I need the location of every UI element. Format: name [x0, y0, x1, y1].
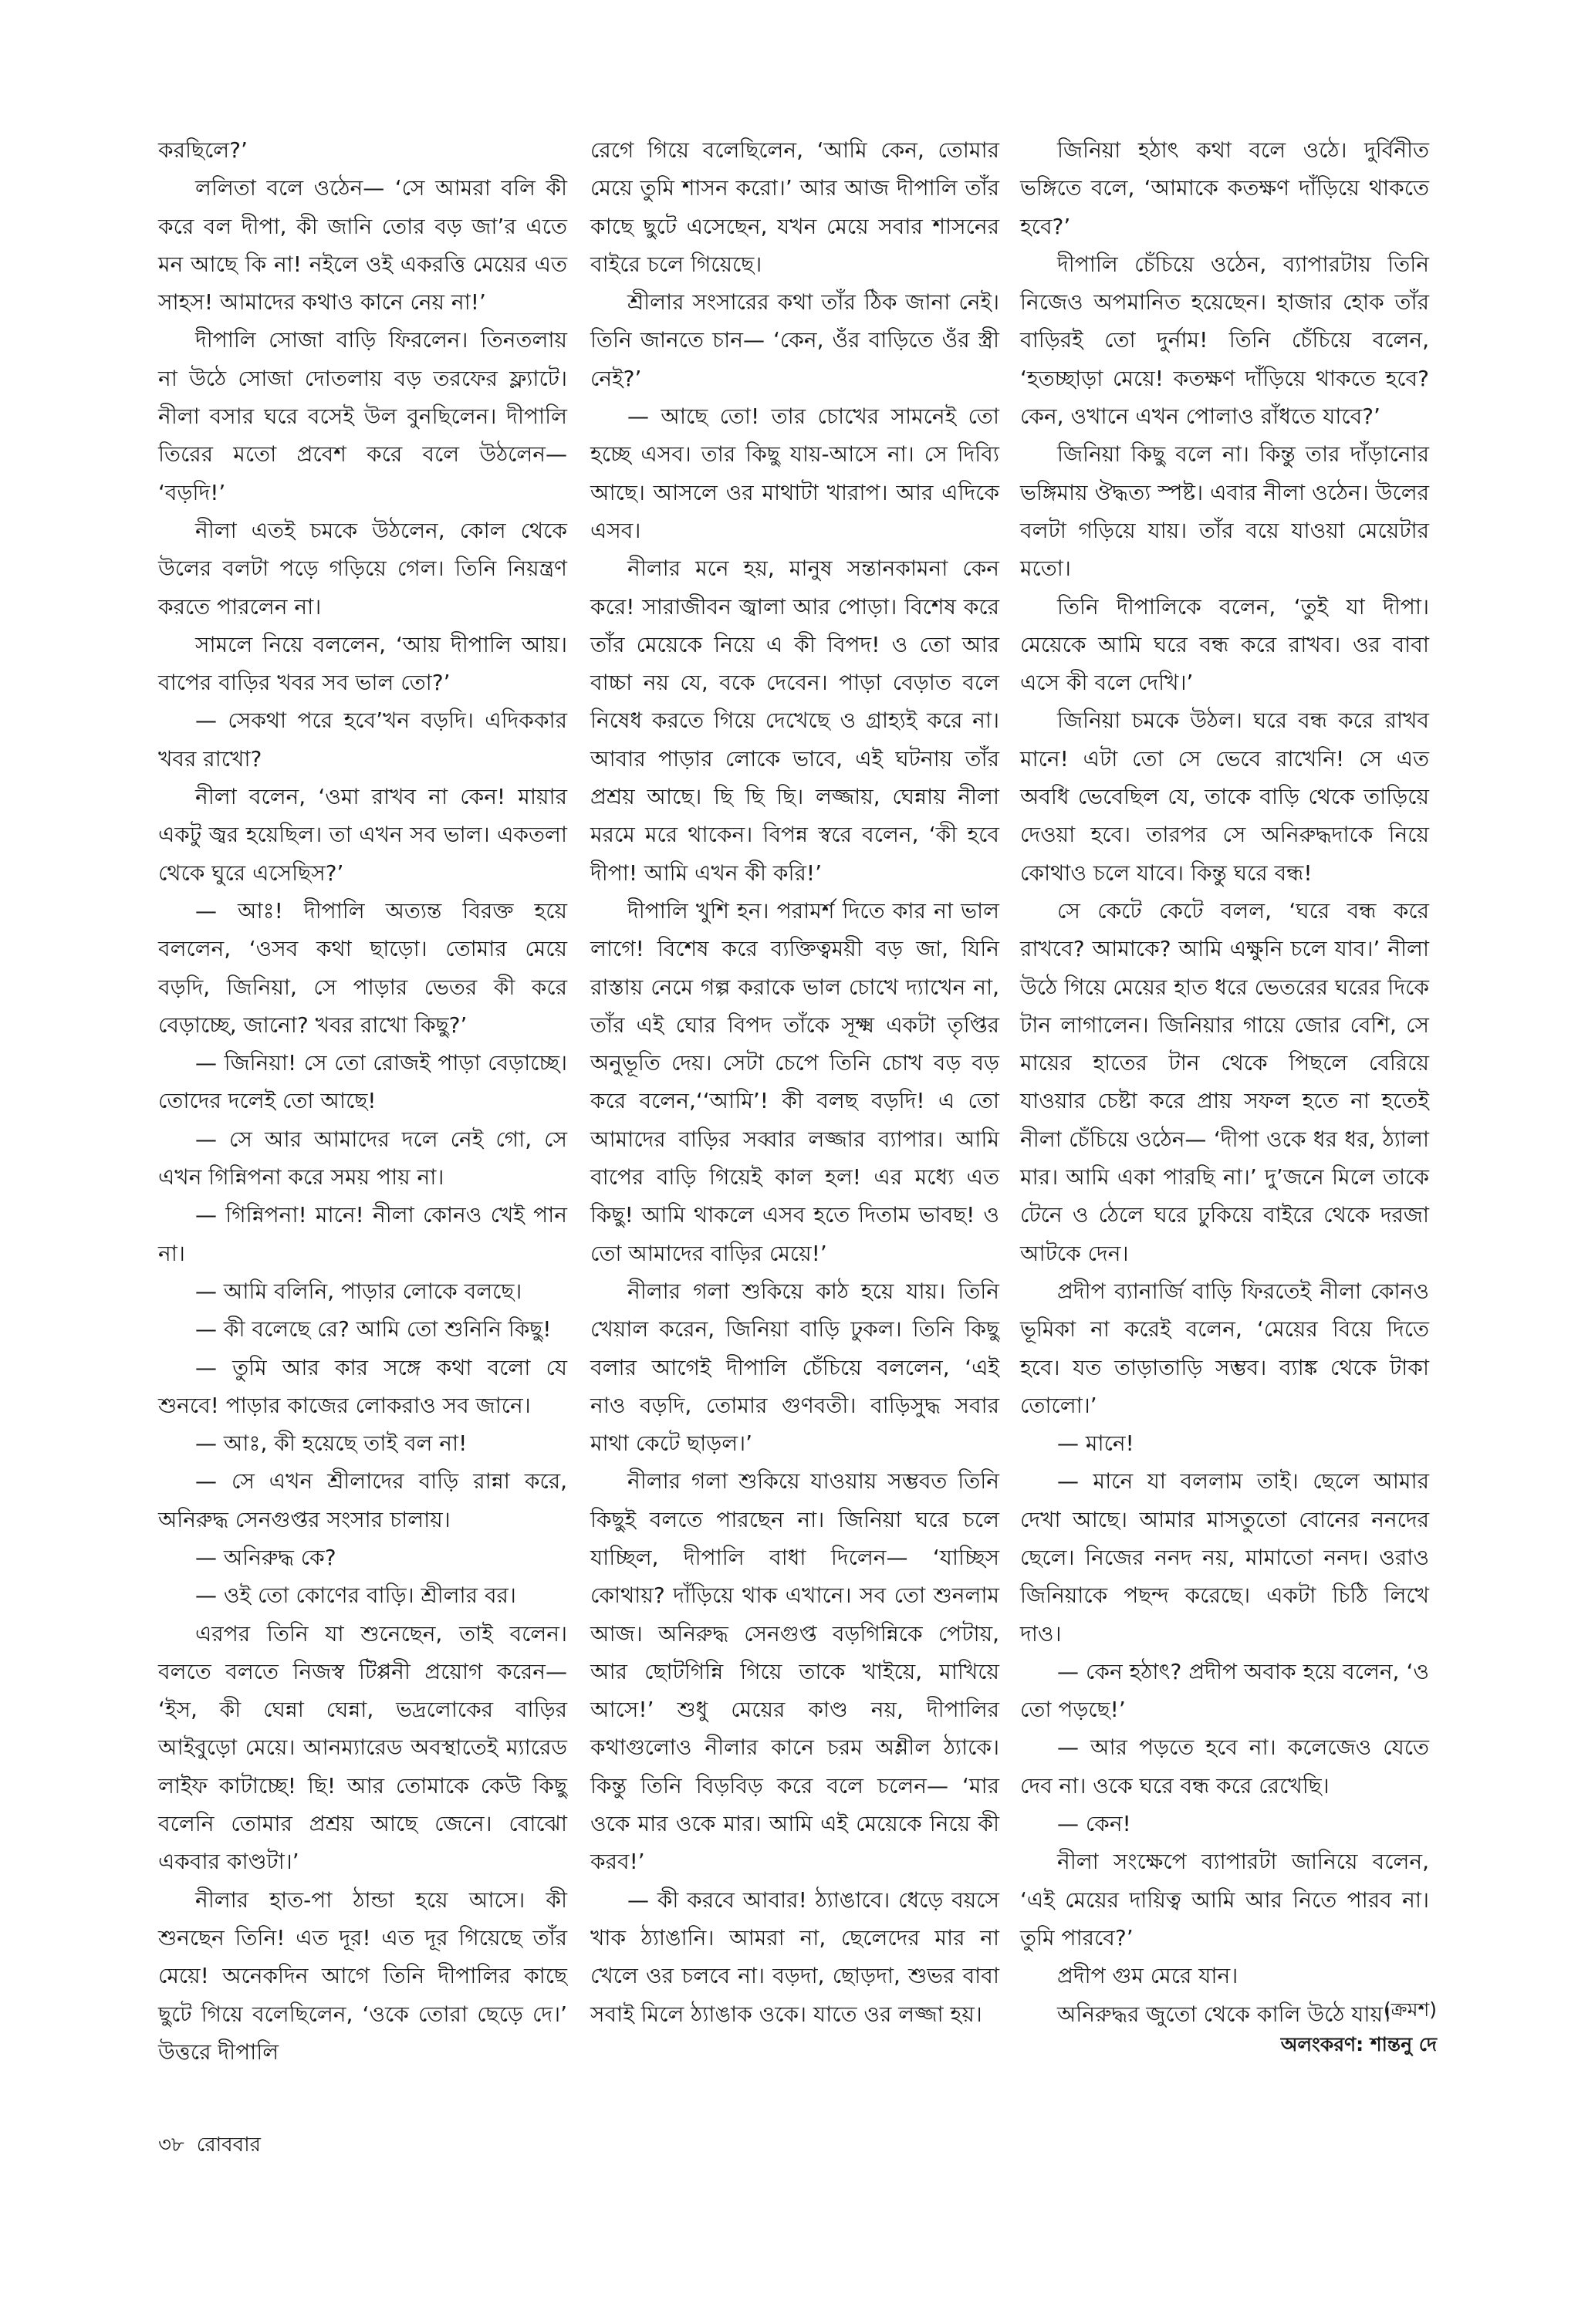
paragraph: জিনিয়া হঠাৎ কথা বলে ওঠে। দুর্বিনীত ভঙ্গিতে বলে, ‘আমাকে কতক্ষণ দাঁড়িয়ে থাকতে হবে?’ [1020, 137, 1429, 239]
paragraph: — কী বলেছে রে? আমি তো শুনিনি কিছু! [195, 1316, 552, 1343]
paragraph: দীপালি সোজা বাড়ি ফিরলেন। তিনতলায় না উঠে সোজা দোতলায় বড় তরফের ফ্ল্যাটে। নীলা বসার ঘরে বসেই উল বুনছিলেন। দীপালি তিরের মতো প্রবেশ করে বলে উঠলেন— ‘বড়দি!’ [158, 327, 567, 505]
paragraph: করছিলে?’ [158, 137, 248, 163]
paragraph: — আঃ, কী হয়েছে তাই বল না! [195, 1431, 468, 1457]
paragraph: অনিরুদ্ধর জুতো থেকে কালি উঠে যায়। [1057, 2001, 1391, 2027]
paragraph: এরপর তিনি যা শুনেছেন, তাই বলেন। বলতে বলতে নিজস্ব টিপ্পনী প্রয়োগ করেন— ‘ইস, কী ঘেন্না ঘেন্না, ভদ্রলোকের বাড়ির আইবুড়ো মেয়ে। আনম্যারেড অবস্থাতেই ম্যারেড লাইফ কাটাচ্ছে! ছি! আর তোমাকে কেউ কিছু বলেনি তোমার প্রশ্রয় আছে জেনে। বোঝো একবার কাণ্ডটা।’ [158, 1620, 567, 1875]
paragraph: — মানে! [1057, 1431, 1134, 1457]
paragraph: রেগে গিয়ে বলেছিলেন, ‘আমি কেন, তোমার মেয়ে তুমি শাসন করো।’ আর আজ দীপালি তাঁর কাছে ছুটে এসেছেন, যখন মেয়ে সবার শাসনের বাইরে চলে গিয়েছে। [590, 137, 999, 277]
paragraph: — কেন হঠাৎ? প্রদীপ অবাক হয়ে বলেন, ‘ও তো পড়ছে!’ [1020, 1658, 1429, 1723]
paragraph: নীলা সংক্ষেপে ব্যাপারটা জানিয়ে বলেন, ‘এই মেয়ের দায়িত্ব আমি আর নিতে পারব না। তুমি পারবে?’ [1020, 1849, 1429, 1951]
paragraph: — জিনিয়া! সে তো রোজই পাড়া বেড়াচ্ছে। তোদের দলেই তো আছে! [158, 1050, 567, 1114]
magazine-name: রোববার [196, 2133, 261, 2157]
paragraph: প্রদীপ ব্যানার্জি বাড়ি ফিরতেই নীলা কোনও ভূমিকা না করেই বলেন, ‘মেয়ের বিয়ে দিতে হবে। যত তাড়াতাড়ি সম্ভব। ব্যাঙ্ক থেকে টাকা তোলো।’ [1020, 1278, 1429, 1418]
paragraph: — আমি বলিনি, পাড়ার লোকে বলছে। [195, 1278, 522, 1304]
paragraph: দীপালি খুশি হন। পরামর্শ দিতে কার না ভাল লাগে! বিশেষ করে ব্যক্তিত্বময়ী বড় জা, যিনি রাস্তায় নেমে গল্প করাকে ভাল চোখে দ্যাখেন না, তাঁর এই ঘোর বিপদ তাঁকে সূক্ষ্ম একটা তৃপ্তির অনুভূতি দেয়। সেটা চেপে তিনি চোখ বড় বড় করে বলেন,‘‘আমি’! কী বলছ বড়দি! এ তো আমাদের বাড়ির সব্বার লজ্জার ব্যাপার। আমি বাপের বাড়ি গিয়েই কাল হল! এর মধ্যে এত কিছু! আমি থাকলে এসব হতে দিতাম ভাবছ! ও তো আমাদের বাড়ির মেয়ে!’ [590, 897, 999, 1266]
paragraph: নীলার গলা শুকিয়ে যাওয়ায় সম্ভবত তিনি কিছুই বলতে পারছেন না। জিনিয়া ঘরে চলে যাচ্ছিল, দীপালি বাধা দিলেন— ‘যাচ্ছিস কোথায়? দাঁড়িয়ে থাক এখানে। সব তো শুনলাম আজ। অনিরুদ্ধ সেনগুপ্ত বড়গিন্নিকে পেটায়, আর ছোটগিন্নি গিয়ে তাকে খাইয়ে, মাখিয়ে আসে!’ শুধু মেয়ের কাণ্ড নয়, দীপালির কথাগুলোও নীলার কানে চরম অশ্লীল ঠ্যাকে। কিন্তু তিনি বিড়বিড় করে বলে চলেন— ‘মার ওকে মার ওকে মার। আমি এই মেয়েকে নিয়ে কী করব!’ [590, 1468, 999, 1875]
paragraph: — আঃ! দীপালি অত্যন্ত বিরক্ত হয়ে বললেন, ‘ওসব কথা ছাড়ো। তোমার মেয়ে বড়দি, জিনিয়া, সে পাড়ার ভেতর কী করে বেড়াচ্ছে, জানো? খবর রাখো কিছু?’ [158, 897, 567, 1038]
text-column-2 [590, 131, 999, 2033]
paragraph: নীলার গলা শুকিয়ে কাঠ হয়ে যায়। তিনি খেয়াল করেন, জিনিয়া বাড়ি ঢুকল। তিনি কিছু বলার আগেই দীপালি চেঁচিয়ে বললেন, ‘এই নাও বড়দি, তোমার গুণবতী। বাড়িসুদ্ধ সবার মাথা কেটে ছাড়ল।’ [590, 1278, 999, 1457]
paragraph: নীলার মনে হয়, মানুষ সন্তানকামনা কেন করে! সারাজীবন জ্বালা আর পোড়া। বিশেষ করে তাঁর মেয়েকে নিয়ে এ কী বিপদ! ও তো আর বাচ্চা নয় যে, বকে দেবেন। পাড়া বেড়াত বলে নিষেধ করতে গিয়ে দেখেছে ও গ্রাহ্যই করে না। আবার পাড়ার লোকে ভাবে, এই ঘটনায় তাঁর প্রশ্রয় আছে। ছি ছি ছি। লজ্জায়, ঘেন্নায় নীলা মরমে মরে থাকেন। বিপন্ন স্বরে বলেন, ‘কী হবে দীপা! আমি এখন কী করি!’ [590, 556, 999, 886]
continued-marker: (ক্রমশ) [1383, 1998, 1437, 2021]
paragraph: শ্রীলার সংসারের কথা তাঁর ঠিক জানা নেই। তিনি জানতে চান— ‘কেন, ওঁর বাড়িতে ওঁর স্ত্রী নেই?’ [590, 289, 999, 391]
paragraph: — কী করবে আবার! ঠ্যাঙাবে। ধেড়ে বয়সে খাক ঠ্যাঙানি। আমরা না, ছেলেদের মার না খেলে ওর চলবে না। বড়দা, ছোড়দা, শুভর বাবা সবাই মিলে ঠ্যাঙাক ওকে। যাতে ওর লজ্জা হয়। [590, 1887, 999, 2027]
paragraph: দীপালি চেঁচিয়ে ওঠেন, ব্যাপারটায় তিনি নিজেও অপমানিত হয়েছেন। হাজার হোক তাঁর বাড়িরই তো দুর্নাম! তিনি চেঁচিয়ে বলেন, ‘হতচ্ছাড়া মেয়ে! কতক্ষণ দাঁড়িয়ে থাকতে হবে? কেন, ওখানে এখন পোলাও রাঁধতে যাবে?’ [1020, 251, 1429, 430]
page-number: ৩৮ [158, 2133, 184, 2157]
paragraph: — সে আর আমাদের দলে নেই গো, সে এখন গিন্নিপনা করে সময় পায় না। [158, 1126, 567, 1191]
text-column-3 [1020, 131, 1429, 2033]
paragraph: নীলা বলেন, ‘ওমা রাখব না কেন! মায়ার একটু জ্বর হয়েছিল। তা এখন সব ভাল। একতলা থেকে ঘুরে এসেছিস?’ [158, 784, 567, 886]
paragraph: সে কেটে কেটে বলল, ‘ঘরে বন্ধ করে রাখবে? আমাকে? আমি এক্ষুনি চলে যাব।’ নীলা উঠে গিয়ে মেয়ের হাত ধরে ভেতরের ঘরের দিকে টান লাগালেন। জিনিয়ার গায়ে জোর বেশি, সে মায়ের হাতের টান থেকে পিছলে বেরিয়ে যাওয়ার চেষ্টা করে প্রায় সফল হতে না হতেই নীলা চেঁচিয়ে ওঠেন— ‘দীপা ওকে ধর ধর, ঠ্যালা মার। আমি একা পারছি না।’ দু’জনে মিলে তাকে টেনে ও ঠেলে ঘরে ঢুকিয়ে বাইরে থেকে দরজা আটকে দেন। [1020, 897, 1429, 1266]
paragraph: তিনি দীপালিকে বলেন, ‘তুই যা দীপা। মেয়েকে আমি ঘরে বন্ধ করে রাখব। ওর বাবা এসে কী বলে দেখি।’ [1020, 593, 1429, 696]
paragraph: সামলে নিয়ে বললেন, ‘আয় দীপালি আয়। বাপের বাড়ির খবর সব ভাল তো?’ [158, 631, 567, 696]
paragraph: ললিতা বলে ওঠেন— ‘সে আমরা বলি কী করে বল দীপা, কী জানি তোর বড় জা’র এতে মন আছে কি না! নইলে ওই একরত্তি মেয়ের এত সাহস! আমাদের কথাও কানে নেয় না!’ [158, 175, 567, 316]
paragraph: নীলার হাত-পা ঠান্ডা হয়ে আসে। কী শুনছেন তিনি! এত দূর! এত দূর গিয়েছে তাঁর মেয়ে! অনেকদিন আগে তিনি দীপালির কাছে ছুটে গিয়ে বলেছিলেন, ‘ওকে তোরা ছেড়ে দে।’ উত্তরে দীপালি [158, 1887, 567, 2065]
page-footer [158, 2130, 261, 2160]
paragraph: — সেকথা পরে হবে’খন বড়দি। এদিককার খবর রাখো? [158, 708, 567, 772]
paragraph: — সে এখন শ্রীলাদের বাড়ি রান্না করে, অনিরুদ্ধ সেনগুপ্তর সংসার চালায়। [158, 1468, 567, 1532]
paragraph: — আছে তো! তার চোখের সামনেই তো হচ্ছে এসব। তার কিছু যায়-আসে না। সে দিব্যি আছে। আসলে ওর মাথাটা খারাপ। আর এদিকে এসব। [590, 404, 999, 543]
paragraph: জিনিয়া কিছু বলে না। কিন্তু তার দাঁড়ানোর ভঙ্গিমায় ঔদ্ধত্য স্পষ্ট। এবার নীলা ওঠেন। উলের বলটা গড়িয়ে যায়। তাঁর বয়ে যাওয়া মেয়েটার মতো। [1020, 441, 1429, 582]
paragraph: — কেন! [1057, 1811, 1131, 1837]
text-column-1 [158, 131, 567, 2071]
paragraph: — ওই তো কোণের বাড়ি। শ্রীলার বর। [195, 1583, 516, 1609]
paragraph: — তুমি আর কার সঙ্গে কথা বলো যে শুনবে! পাড়ার কাজের লোকরাও সব জানে। [158, 1354, 567, 1418]
paragraph: — মানে যা বললাম তাই। ছেলে আমার দেখা আছে। আমার মাসতুতো বোনের ননদের ছেলে। নিজের ননদ নয়, মামাতো ননদ। ওরাও জিনিয়াকে পছন্দ করেছে। একটা চিঠি লিখে দাও। [1020, 1468, 1429, 1647]
paragraph: নীলা এতই চমকে উঠলেন, কোল থেকে উলের বলটা পড়ে গড়িয়ে গেল। তিনি নিয়ন্ত্রণ করতে পারলেন না। [158, 517, 567, 620]
illustration-credit: অলংকরণ: শান্তনু দে [1280, 2033, 1437, 2055]
paragraph: প্রদীপ গুম মেরে যান। [1057, 1963, 1238, 1989]
paragraph: — অনিরুদ্ধ কে? [195, 1544, 336, 1570]
paragraph: — আর পড়তে হবে না। কলেজেও যেতে দেব না। ওকে ঘরে বন্ধ করে রেখেছি। [1020, 1735, 1429, 1799]
paragraph: জিনিয়া চমকে উঠল। ঘরে বন্ধ করে রাখব মানে! এটা তো সে ভেবে রাখেনি! সে এত অবধি ভেবেছিল যে, তাকে বাড়ি থেকে তাড়িয়ে দেওয়া হবে। তারপর সে অনিরুদ্ধদাকে নিয়ে কোথাও চলে যাবে। কিন্তু ঘরে বন্ধ! [1020, 708, 1429, 886]
paragraph: — গিন্নিপনা! মানে! নীলা কোনও খেই পান না। [158, 1202, 567, 1266]
